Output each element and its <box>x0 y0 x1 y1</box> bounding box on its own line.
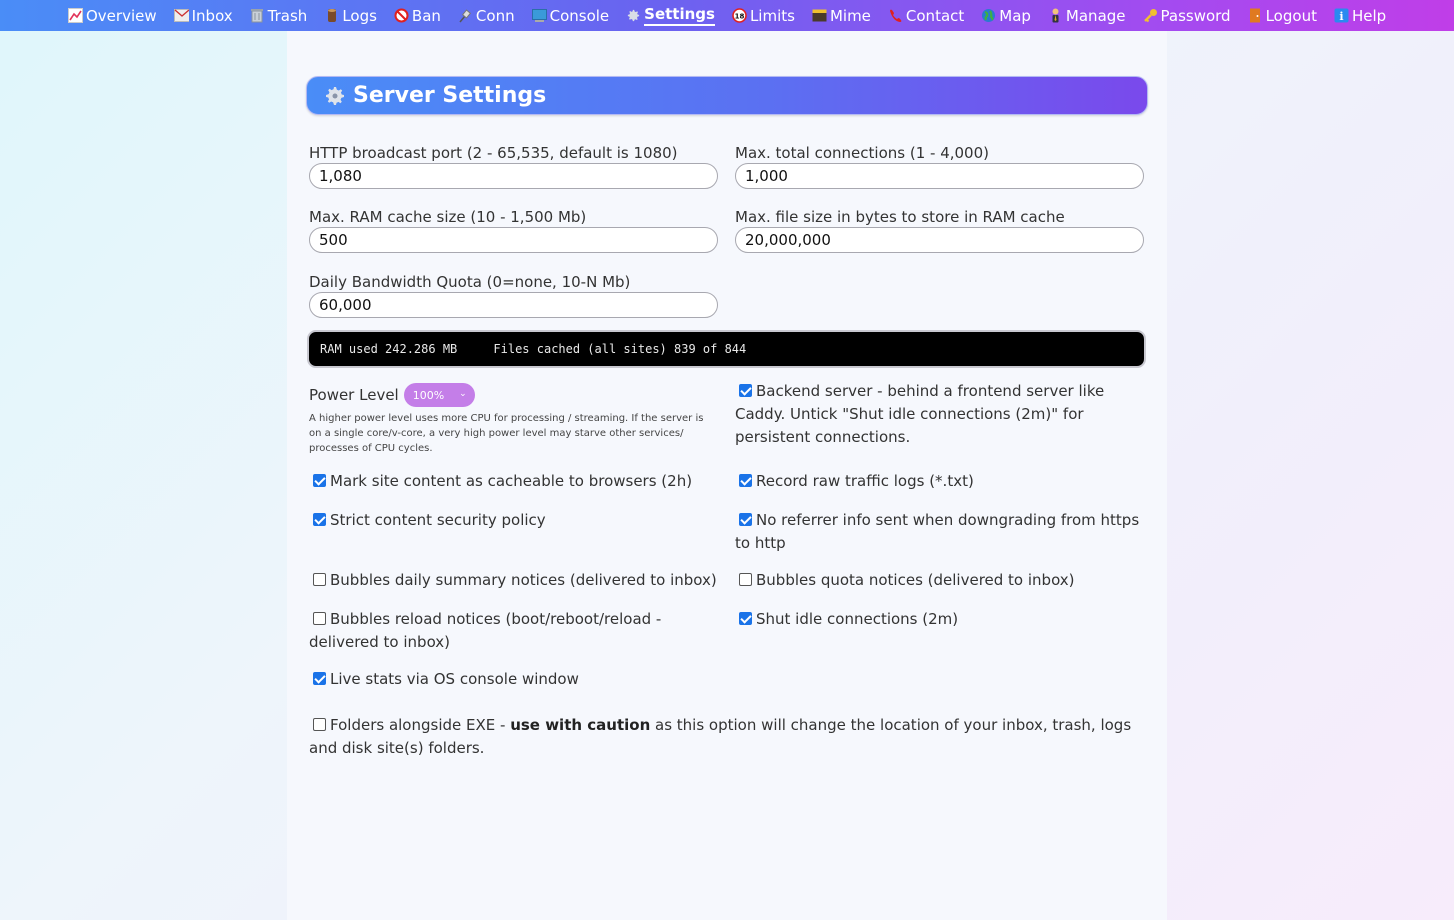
folders-exe-checkbox[interactable] <box>313 718 326 731</box>
nav-label: Help <box>1351 6 1387 25</box>
backend-label: Backend server - behind a frontend server like Caddy. Untick "Shut idle connections (2m)" for persistent connections. <box>735 382 1105 446</box>
nav-logout[interactable] <box>1248 0 1317 31</box>
raw-logs-checkbox[interactable] <box>739 474 752 487</box>
nav-inbox[interactable] <box>174 0 233 31</box>
nav-password[interactable] <box>1143 0 1231 31</box>
raw-logs-label: Record raw traffic logs (*.txt) <box>756 472 974 490</box>
nav-contact[interactable] <box>888 0 964 31</box>
bandwidth-quota-field <box>309 273 718 318</box>
settings-panel <box>287 31 1167 920</box>
power-level-section <box>309 383 714 456</box>
nav-conn[interactable] <box>458 0 515 31</box>
nav-label: Password <box>1160 6 1231 25</box>
ban-icon <box>394 8 409 23</box>
max-connections-label: Max. total connections (1 - 4,000) <box>735 144 989 162</box>
nav-limits[interactable] <box>732 0 795 31</box>
nav-settings[interactable] <box>626 0 715 31</box>
power-level-description: A higher power level uses more CPU for processing / streaming. If the server is on a single core/v-core, a very high power level may starve other services/ processes of CPU cycles. <box>309 413 704 454</box>
folders-exe-label-post: as this option will change the location of your inbox, trash, logs and disk site(s) folders. <box>309 716 1132 757</box>
reload-notices-checkbox[interactable] <box>313 612 326 625</box>
nav-label: Settings <box>644 5 715 26</box>
nav-manage[interactable] <box>1048 0 1126 31</box>
person-icon <box>1048 8 1063 23</box>
bandwidth-quota-label: Daily Bandwidth Quota (0=none, 10-N Mb) <box>309 273 631 291</box>
ram-cache-field <box>309 208 718 253</box>
bandwidth-quota-input[interactable] <box>309 292 718 318</box>
folders-exe-label-pre: Folders alongside EXE - <box>330 716 511 734</box>
svg-text:18: 18 <box>734 12 745 21</box>
nav-trash[interactable] <box>250 0 308 31</box>
phone-icon <box>888 8 903 23</box>
limit-icon <box>732 8 747 23</box>
page-title: Server Settings <box>353 83 547 108</box>
quota-notices-label: Bubbles quota notices (delivered to inbox) <box>756 571 1075 589</box>
console-status: RAM used 242.286 MB Files cached (all sites) 839 of 844 <box>307 330 1146 368</box>
nav-map[interactable] <box>981 0 1031 31</box>
live-stats-checkbox[interactable] <box>313 672 326 685</box>
gear-icon <box>323 84 347 108</box>
http-port-field <box>309 144 718 189</box>
cacheable-label: Mark site content as cacheable to browsers (2h) <box>330 472 693 490</box>
nav-label: Console <box>549 6 610 25</box>
nav-label: Limits <box>749 6 795 25</box>
nav-console[interactable] <box>532 0 610 31</box>
daily-summary-label: Bubbles daily summary notices (delivered to inbox) <box>330 571 717 589</box>
cacheable-checkbox[interactable] <box>313 474 326 487</box>
ram-cache-label: Max. RAM cache size (10 - 1,500 Mb) <box>309 208 587 226</box>
http-port-label: HTTP broadcast port (2 - 65,535, default is 1080) <box>309 144 678 162</box>
nav-label: Logout <box>1265 6 1317 25</box>
daily-summary-checkbox[interactable] <box>313 573 326 586</box>
no-referrer-label: No referrer info sent when downgrading from https to http <box>735 511 1140 552</box>
max-file-size-label: Max. file size in bytes to store in RAM cache <box>735 208 1065 226</box>
nav-label: Trash <box>267 6 308 25</box>
trash-icon <box>250 8 265 23</box>
option-no-referrer[interactable] <box>735 509 1147 555</box>
option-cacheable[interactable] <box>309 470 721 493</box>
http-port-input[interactable] <box>309 163 718 189</box>
max-file-size-field <box>735 208 1144 253</box>
power-level-select[interactable] <box>404 383 475 407</box>
shut-idle-label: Shut idle connections (2m) <box>756 610 959 628</box>
key-icon <box>1143 8 1158 23</box>
live-stats-label: Live stats via OS console window <box>330 670 579 688</box>
chevron-down-icon: ⌄ <box>459 389 467 399</box>
reload-notices-label: Bubbles reload notices (boot/reboot/reload - delivered to inbox) <box>309 610 662 651</box>
door-icon <box>1248 8 1263 23</box>
nav-label: Conn <box>475 6 515 25</box>
box-icon <box>812 8 827 23</box>
shut-idle-checkbox[interactable] <box>739 612 752 625</box>
globe-icon <box>981 8 996 23</box>
nav-mime[interactable] <box>812 0 871 31</box>
option-raw-logs[interactable] <box>735 470 1147 493</box>
nav-logs[interactable] <box>324 0 377 31</box>
option-backend[interactable] <box>735 380 1147 449</box>
option-daily-summary[interactable] <box>309 569 721 592</box>
nav-label: Logs <box>342 6 377 25</box>
nav-label: Mime <box>829 6 871 25</box>
option-quota-notices[interactable] <box>735 569 1147 592</box>
option-csp[interactable] <box>309 509 721 532</box>
csp-label: Strict content security policy <box>330 511 546 529</box>
power-level-label: Power Level <box>309 386 399 404</box>
nav-label: Contact <box>905 6 965 25</box>
nav-ban[interactable] <box>394 0 441 31</box>
ram-cache-input[interactable] <box>309 227 718 253</box>
nav-overview[interactable] <box>68 0 157 31</box>
nav-label: Inbox <box>191 6 233 25</box>
max-connections-field <box>735 144 1144 189</box>
top-nav <box>0 0 1454 31</box>
option-live-stats[interactable] <box>309 668 721 691</box>
nav-label: Map <box>999 6 1031 25</box>
chart-icon <box>68 8 83 23</box>
option-folders-exe[interactable] <box>309 714 1139 760</box>
svg-text:i: i <box>1339 10 1344 23</box>
no-referrer-checkbox[interactable] <box>739 513 752 526</box>
nav-label: Manage <box>1065 6 1126 25</box>
plug-icon <box>458 8 473 23</box>
backend-checkbox[interactable] <box>739 384 752 397</box>
option-shut-idle[interactable] <box>735 608 1147 631</box>
gear-icon <box>626 8 641 23</box>
max-connections-input[interactable] <box>735 163 1144 189</box>
log-icon <box>324 8 339 23</box>
max-file-size-input[interactable] <box>735 227 1144 253</box>
nav-label: Overview <box>86 6 157 25</box>
envelope-icon <box>174 8 189 23</box>
info-icon <box>1334 8 1349 23</box>
option-reload-notices[interactable] <box>309 608 721 654</box>
folders-exe-caution: use with caution <box>510 716 651 734</box>
nav-label: Ban <box>411 6 441 25</box>
quota-notices-checkbox[interactable] <box>739 573 752 586</box>
csp-checkbox[interactable] <box>313 513 326 526</box>
page-title-bar <box>306 76 1148 115</box>
nav-help[interactable] <box>1334 0 1386 31</box>
console-icon <box>532 8 547 23</box>
